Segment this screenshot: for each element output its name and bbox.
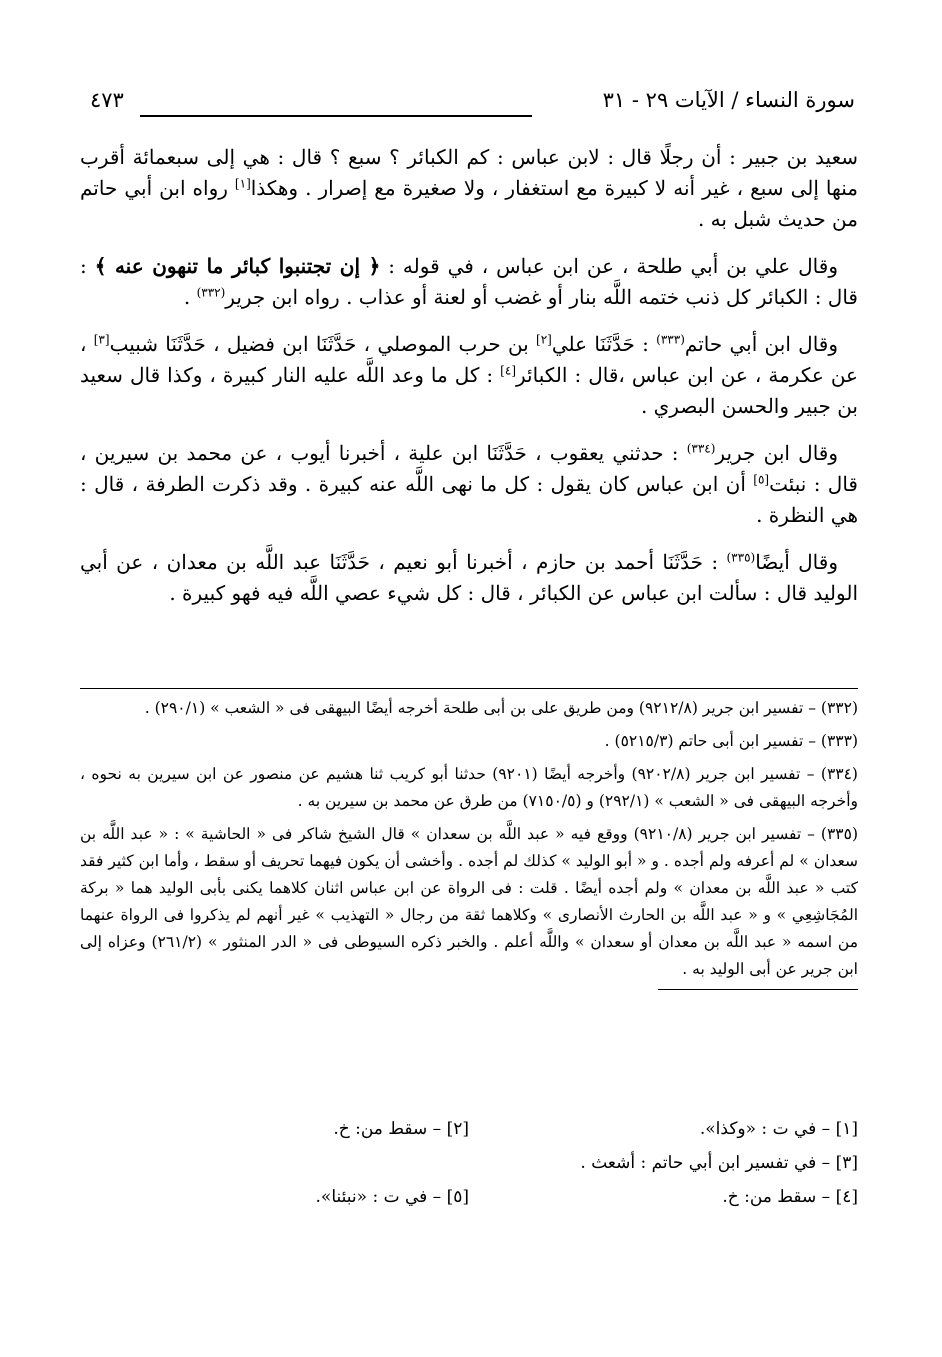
p1-end: رواه ابن أبي حاتم من حديث شبل به .	[80, 176, 858, 231]
paragraph-4	[80, 438, 858, 531]
page-number: ٤٧٣	[90, 88, 124, 112]
footnotes-end-rule	[658, 989, 858, 990]
page-header	[90, 88, 855, 128]
p3-text-b: : حَدَّثَنَا علي	[551, 332, 657, 356]
running-title: سورة النساء / الآيات ٢٩ - ٣١	[602, 88, 855, 112]
variant-3: [٣] – في تفسير ابن أبي حاتم : أشعث .	[580, 1153, 858, 1173]
footnotes	[80, 688, 858, 990]
variant-ref-1: [١]	[234, 176, 251, 191]
variant-1: [١] – في ت : «وكذا».	[699, 1119, 858, 1139]
p3-text-a: وقال ابن أبي حاتم	[684, 332, 839, 356]
variant-2: [٢] – سقط من: خ.	[333, 1119, 469, 1139]
p3-text-d: ، عن عكرمة ، عن ابن عباس ،قال : الكبائر	[80, 332, 858, 387]
manuscript-variants	[80, 1112, 858, 1214]
p4-text-c: أن ابن عباس كان يقول : كل ما نهى اللَّه عنه كبيرة . وقد ذكرت الطرفة ، قال : هي النظرة .	[80, 472, 858, 527]
variant-ref-5: [٥]	[753, 472, 770, 487]
footnote-332: (٣٣٢) – تفسير ابن جرير (٩٢١٢/٨) ومن طريق على بن أبى طلحة أخرجه أيضًا البيهقى فى « الشعب » (٢٩٠/١) .	[144, 699, 858, 717]
paragraph-3	[80, 329, 858, 422]
footnote-ref-333: (٣٣٣)	[656, 332, 685, 347]
variant-5: [٥] – في ت : «نبئنا».	[315, 1187, 469, 1207]
header-rule	[140, 115, 532, 117]
variant-row	[80, 1180, 858, 1214]
paragraph-5	[80, 547, 858, 609]
p2-text-b: : قال : الكبائر كل ذنب ختمه اللَّه بنار أو غضب أو لعنة أو عذاب . رواه ابن جرير	[80, 254, 858, 309]
quran-quote: ﴿ إن تجتنبوا كبائر ما تنهون عنه ﴾	[94, 254, 381, 278]
variant-row	[80, 1112, 858, 1146]
variant-4: [٤] – سقط من: خ.	[722, 1187, 858, 1207]
p2-end: .	[183, 285, 197, 309]
footnote-ref-334: (٣٣٤)	[686, 441, 716, 456]
paragraph-1	[80, 142, 858, 235]
main-text	[80, 142, 858, 625]
p4-text-a: وقال ابن جرير	[715, 441, 839, 465]
paragraph-2	[80, 251, 858, 313]
p3-text-c: بن حرب الموصلي ، حَدَّثَنَا ابن فضيل ، حَدَّثَنَا شبيب	[109, 332, 537, 356]
variant-ref-4: [٤]	[500, 363, 516, 378]
variant-row	[80, 1146, 858, 1180]
variant-ref-2: [٢]	[536, 332, 552, 347]
p3-text-e: : كل ما وعد اللَّه عليه النار كبيرة ، وكذا قال سعيد بن جبير والحسن البصري .	[80, 363, 858, 418]
footnote-335: (٣٣٥) – تفسير ابن جرير (٩٢١٠/٨) ووقع فيه « عبد اللَّه بن سعدان » قال الشيخ شاكر فى « الحاشية » : « عبد اللَّه بن سعدان » لم أعرفه ولم أجده . و « أبو الوليد » كذلك لم أجده . وأخشى أن يكون فيهما تحريف أو سقط ، وأما ابن كثير فقد كتب « عبد اللَّه بن معدان » ولم أجده أيضًا . قلت : فى الرواة عن ابن عباس اثنان كلاهما يكنى بأبى الوليد هما « بركة المُجَاشِعِي » و « عبد اللَّه بن الحارث الأنصارى » وكلاهما ثقة من رجال « التهذيب » غير أنهم لم يذكروا فى الرواة عنهما من اسمه « عبد اللَّه بن معدان أو سعدان » واللَّه أعلم . والخبر ذكره السيوطى فى « الدر المنثور » (٢٦١/٢) وعزاه إلى ابن جرير عن أبى الوليد به .	[80, 825, 858, 978]
p1-text: سعيد بن جبير : أن رجلًا قال : لابن عباس : كم الكبائر ؟ سبع ؟ قال : هي إلى سبعمائة أقرب منها إلى سبع ، غير أنه لا كبيرة مع استغفار ، ولا صغيرة مع إصرار . وهكذا	[80, 145, 858, 200]
p5-text-b: : حَدَّثَنَا أحمد بن حازم ، أخبرنا أبو نعيم ، حَدَّثَنَا عبد اللَّه بن معدان ، عن أبي الوليد قال : سألت ابن عباس عن الكبائر ، قال : كل شيء عصي اللَّه فيه فهو كبيرة .	[80, 550, 858, 605]
footnote-ref-335: (٣٣٥)	[726, 550, 756, 565]
p4-text-b: : حدثني يعقوب ، حَدَّثَنَا ابن علية ، أخبرنا أيوب ، عن محمد بن سيرين ، قال : نبئت	[80, 441, 858, 496]
footnote-334: (٣٣٤) – تفسير ابن جرير (٩٢٠٢/٨) وأخرجه أيضًا (٩٢٠١) حدثنا أبو كريب ثنا هشيم عن منصور عن ابن سيرين به نحوه ، وأخرجه البيهقى فى « الشعب » (٢٩٢/١) و (٧١٥٠/٥) من طرق عن محمد بن سيرين به .	[80, 765, 858, 810]
footnote-ref-332: (٣٣٢)	[196, 285, 226, 300]
footnote-333: (٣٣٣) – تفسير ابن أبى حاتم (٥٢١٥/٣) .	[604, 732, 858, 750]
p5-text-a: وقال أيضًا	[755, 550, 838, 574]
variant-ref-3: [٣]	[93, 332, 110, 347]
p2-text-a: وقال علي بن أبي طلحة ، عن ابن عباس ، في قوله :	[380, 254, 838, 278]
